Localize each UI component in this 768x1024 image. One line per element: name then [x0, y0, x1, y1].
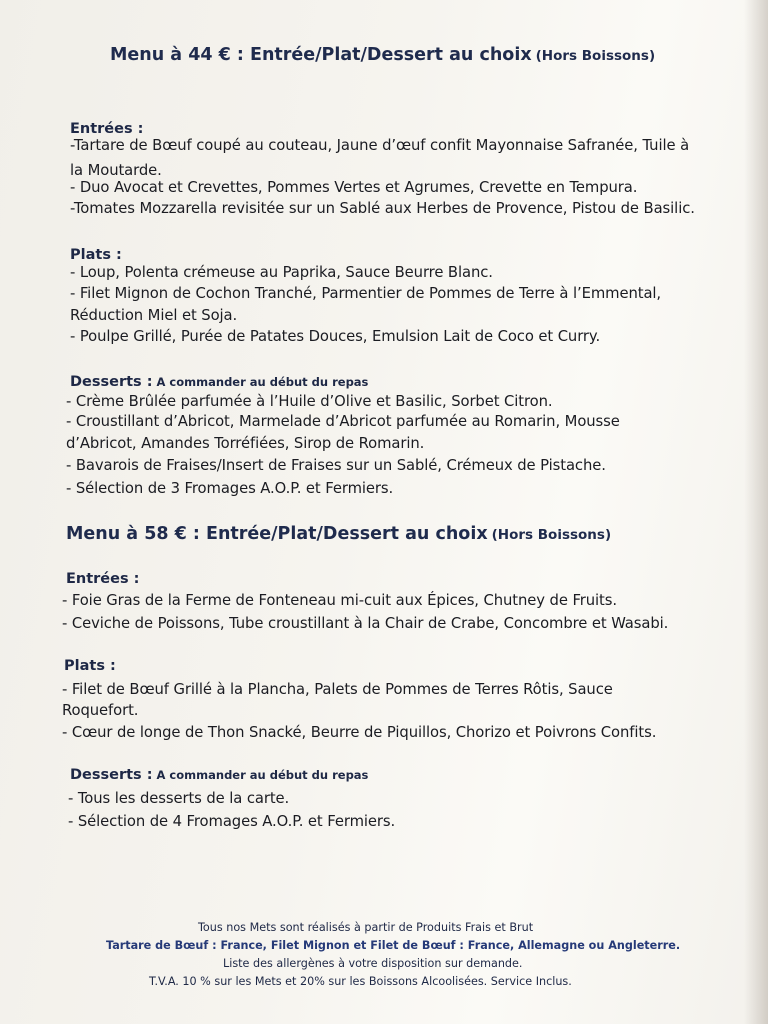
menu-44-desserts-note: A commander au début du repas — [156, 375, 369, 389]
menu-44-plat-line: Réduction Miel et Soja. — [70, 307, 238, 324]
menu-58-desserts-note: A commander au début du repas — [156, 768, 369, 782]
footer-meat-origin: Tartare de Bœuf : France, Filet Mignon et Filet de Bœuf : France, Allemagne ou Angleterre. — [106, 939, 681, 952]
menu-58-desserts-heading — [70, 767, 368, 783]
menu-44-desserts-label: Desserts : — [70, 374, 153, 390]
menu-58-plat-line: Roquefort. — [62, 702, 139, 719]
menu-44-dessert-line: - Bavarois de Fraises/Insert de Fraises sur un Sablé, Crémeux de Pistache. — [66, 457, 606, 474]
footer-allergens: Liste des allergènes à votre disposition sur demande. — [223, 957, 523, 970]
menu-44-dessert-line: d’Abricot, Amandes Torréfiées, Sirop de Romarin. — [66, 435, 425, 452]
menu-44-entree-line: la Moutarde. — [70, 162, 162, 179]
menu-44-entree-line: -Tartare de Bœuf coupé au couteau, Jaune d’œuf confit Mayonnaise Safranée, Tuile à — [70, 137, 690, 154]
menu-44-entrees-heading: Entrées : — [70, 121, 144, 137]
menu-58-plat-line: - Filet de Bœuf Grillé à la Plancha, Palets de Pommes de Terres Rôtis, Sauce — [62, 681, 613, 698]
menu-58-plats-heading: Plats : — [64, 658, 116, 674]
menu-58-entree-line: - Foie Gras de la Ferme de Fonteneau mi-cuit aux Épices, Chutney de Fruits. — [62, 592, 617, 609]
menu-44-entree-line: - Duo Avocat et Crevettes, Pommes Vertes et Agrumes, Crevette en Tempura. — [70, 179, 638, 196]
menu-44-title-suffix: (Hors Boissons) — [535, 48, 656, 64]
footer-fresh-products: Tous nos Mets sont réalisés à partir de Produits Frais et Brut — [198, 921, 534, 934]
menu-44-dessert-line: - Crème Brûlée parfumée à l’Huile d’Olive et Basilic, Sorbet Citron. — [66, 393, 553, 410]
menu-58-dessert-line: - Sélection de 4 Fromages A.O.P. et Fermiers. — [68, 813, 396, 830]
menu-44-plats-heading: Plats : — [70, 247, 122, 263]
menu-58-title — [66, 524, 611, 544]
menu-44-plat-line: - Loup, Polenta crémeuse au Paprika, Sauce Beurre Blanc. — [70, 264, 493, 281]
footer-vat: T.V.A. 10 % sur les Mets et 20% sur les Boissons Alcoolisées. Service Inclus. — [149, 975, 572, 988]
menu-44-dessert-line: - Croustillant d’Abricot, Marmelade d’Abricot parfumée au Romarin, Mousse — [66, 413, 620, 430]
menu-58-entrees-heading: Entrées : — [66, 571, 140, 587]
menu-44-desserts-heading — [70, 374, 368, 390]
menu-44-plat-line: - Filet Mignon de Cochon Tranché, Parmentier de Pommes de Terre à l’Emmental, — [70, 285, 662, 302]
menu-58-title-suffix: (Hors Boissons) — [491, 527, 612, 543]
menu-44-dessert-line: - Sélection de 3 Fromages A.O.P. et Fermiers. — [66, 480, 394, 497]
menu-44-entree-line: -Tomates Mozzarella revisitée sur un Sablé aux Herbes de Provence, Pistou de Basilic. — [70, 200, 695, 217]
menu-58-plat-line: - Cœur de longe de Thon Snacké, Beurre de Piquillos, Chorizo et Poivrons Confits. — [62, 724, 657, 741]
menu-44-title-text: Menu à 44 € : Entrée/Plat/Dessert au choix — [110, 45, 532, 65]
menu-58-desserts-label: Desserts : — [70, 767, 153, 783]
menu-58-title-text: Menu à 58 € : Entrée/Plat/Dessert au choix — [66, 524, 488, 544]
paper-shadow — [744, 0, 768, 1024]
menu-44-title — [110, 45, 655, 65]
menu-58-dessert-line: - Tous les desserts de la carte. — [68, 790, 290, 807]
menu-44-plat-line: - Poulpe Grillé, Purée de Patates Douces, Emulsion Lait de Coco et Curry. — [70, 328, 601, 345]
menu-58-entree-line: - Ceviche de Poissons, Tube croustillant à la Chair de Crabe, Concombre et Wasabi. — [62, 615, 669, 632]
